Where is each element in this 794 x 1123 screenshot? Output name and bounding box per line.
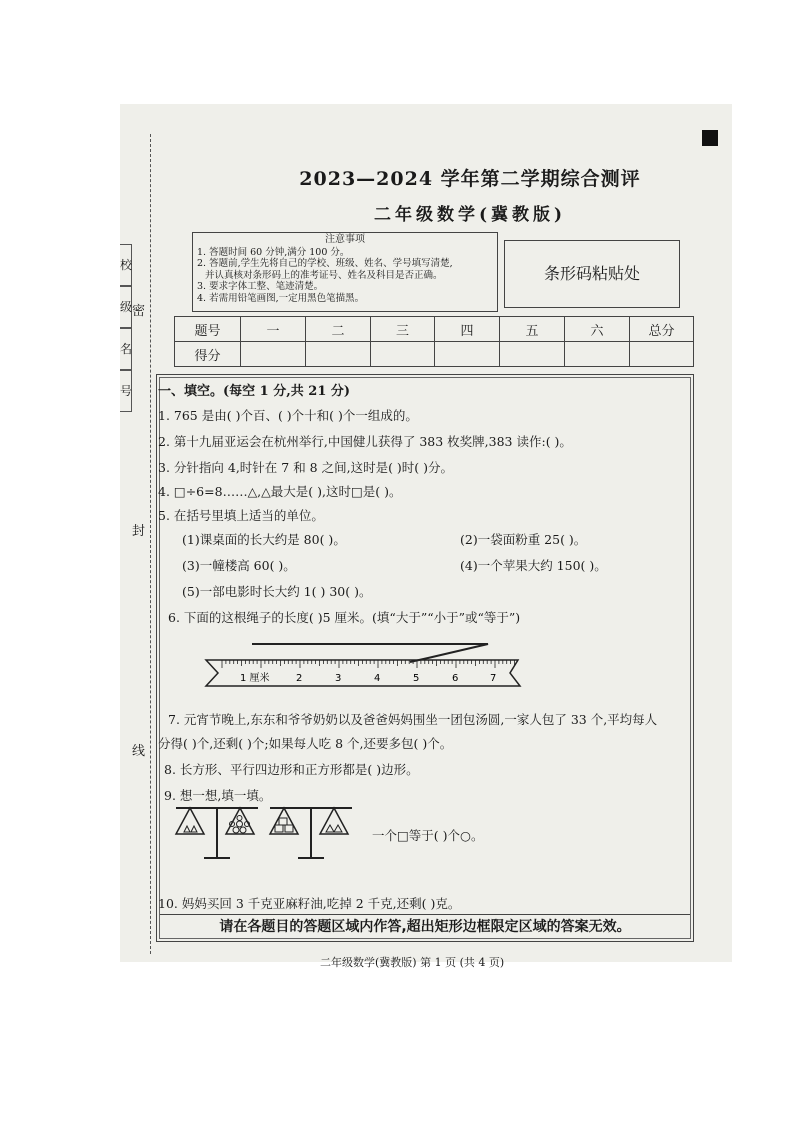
binding-dashed-line <box>150 134 151 954</box>
question-5-3: (3)一幢楼高 60( )。 <box>182 558 296 573</box>
score-cell: 总分 <box>630 317 694 342</box>
corner-alignment-mark <box>702 130 718 146</box>
section-title: 一、填空。(每空 1 分,共 21 分) <box>158 384 351 399</box>
binding-word-feng: 封 <box>132 524 146 539</box>
rope-and-ruler-figure <box>200 626 530 696</box>
binding-margin <box>120 104 158 962</box>
ruler-number: 6 <box>452 673 459 684</box>
question-5-1: (1)课桌面的长大约是 80( )。 <box>182 532 346 547</box>
triangle-icon <box>191 826 197 832</box>
square-icon <box>275 825 283 832</box>
score-input-cell[interactable] <box>241 342 306 367</box>
square-icon <box>279 818 287 825</box>
score-cell: 五 <box>500 317 565 342</box>
ruler-ticks <box>222 660 515 668</box>
square-icon <box>285 825 293 832</box>
binding-word-mi: 密 <box>132 304 146 319</box>
score-cell: 四 <box>435 317 500 342</box>
exam-title: 2023—2024 学年第二学期综合测评 <box>299 168 641 190</box>
ruler-unit-label: 1 厘米 <box>240 673 270 684</box>
scale-pan <box>270 808 298 834</box>
notice-item: 4. 若需用铅笔画图,一定用黑色笔描黑。 <box>197 292 365 304</box>
binding-tab-number: 号 <box>120 370 132 412</box>
score-input-cell[interactable] <box>565 342 630 367</box>
binding-tab-school: 校 <box>120 244 132 286</box>
score-cell: 二 <box>306 317 371 342</box>
score-cell: 六 <box>565 317 630 342</box>
exam-subtitle: 二年级数学(冀教版) <box>373 205 567 225</box>
scale-pan <box>320 808 348 834</box>
ruler-number: 4 <box>374 673 381 684</box>
question-9-answer: 一个□等于( )个○。 <box>372 828 484 843</box>
balance-scale-left <box>176 808 258 858</box>
balance-scale-right <box>270 808 352 858</box>
score-input-cell[interactable] <box>306 342 371 367</box>
question-7-line-1: 7. 元宵节晚上,东东和爷爷奶奶以及爸爸妈妈围坐一团包汤圆,一家人包了 33 个,平均每人 <box>168 712 658 727</box>
ruler-number: 3 <box>335 673 342 684</box>
notice-item: 3. 要求字体工整、笔迹清楚。 <box>197 281 324 292</box>
ruler-number: 5 <box>413 673 420 684</box>
score-input-cell[interactable] <box>500 342 565 367</box>
question-10: 10. 妈妈买回 3 千克亚麻籽油,吃掉 2 千克,还剩( )克。 <box>158 896 461 911</box>
triangle-icon <box>326 825 334 832</box>
question-5-4: (4)一个苹果大约 150( )。 <box>460 558 607 573</box>
page-footer: 二年级数学(冀教版) 第 1 页 (共 4 页) <box>320 956 505 969</box>
question-5-2: (2)一袋面粉重 25( )。 <box>460 532 587 547</box>
score-input-cell[interactable] <box>630 342 694 367</box>
circle-icon <box>237 816 242 821</box>
score-table-header-row <box>175 317 694 342</box>
balance-scales-figure <box>172 796 362 872</box>
score-input-cell[interactable] <box>371 342 435 367</box>
triangle-icon <box>184 826 190 832</box>
score-table <box>174 316 694 367</box>
question-5-5: (5)一部电影时长大约 1( ) 30( )。 <box>182 584 372 599</box>
binding-word-xian: 线 <box>132 744 146 759</box>
question-9: 9. 想一想,填一填。 <box>164 788 272 803</box>
notice-item: 并认真核对条形码上的准考证号、姓名及科目是否正确。 <box>205 269 443 281</box>
question-2: 2. 第十九届亚运会在杭州举行,中国健儿获得了 383 枚奖牌,383 读作:( )。 <box>158 434 572 449</box>
score-table-score-row <box>175 342 694 367</box>
question-7-line-2: 分得( )个,还剩( )个;如果每人吃 8 个,还要多包( )个。 <box>158 736 453 751</box>
score-cell: 三 <box>371 317 435 342</box>
notice-box <box>192 232 498 312</box>
notice-title: 注意事项 <box>325 234 365 245</box>
triangle-icon <box>334 825 342 832</box>
question-1: 1. 765 是由( )个百、( )个十和( )个一组成的。 <box>158 408 418 423</box>
circle-icon <box>233 827 239 833</box>
question-4: 4. □÷6=8……△,△最大是( ),这时□是( )。 <box>158 484 402 499</box>
circle-icon <box>237 821 243 827</box>
score-input-cell[interactable] <box>435 342 500 367</box>
barcode-area: 条形码粘贴处 <box>504 240 680 308</box>
score-cell: 一 <box>241 317 306 342</box>
circle-icon <box>240 827 246 833</box>
ruler-number: 2 <box>296 673 303 684</box>
answer-area-notice: 请在各题目的答题区域内作答,超出矩形边框限定区域的答案无效。 <box>160 914 690 938</box>
binding-tab-name: 名 <box>120 328 132 370</box>
notice-item: 1. 答题时间 60 分钟,满分 100 分。 <box>197 246 350 258</box>
ruler-number: 7 <box>490 673 497 684</box>
question-5: 5. 在括号里填上适当的单位。 <box>158 508 324 523</box>
question-8: 8. 长方形、平行四边形和正方形都是( )边形。 <box>164 762 419 777</box>
score-cell: 得分 <box>175 342 241 367</box>
scale-pan <box>176 808 204 834</box>
question-3: 3. 分针指向 4,时针在 7 和 8 之间,这时是( )时( )分。 <box>158 460 454 475</box>
notice-item: 2. 答题前,学生先将自己的学校、班级、姓名、学号填写清楚, <box>197 258 453 269</box>
exam-paper <box>120 104 732 969</box>
score-cell: 题号 <box>175 317 241 342</box>
question-6: 6. 下面的这根绳子的长度( )5 厘米。(填“大于”“小于”或“等于”) <box>168 610 521 625</box>
binding-tab-class: 级 <box>120 286 132 328</box>
